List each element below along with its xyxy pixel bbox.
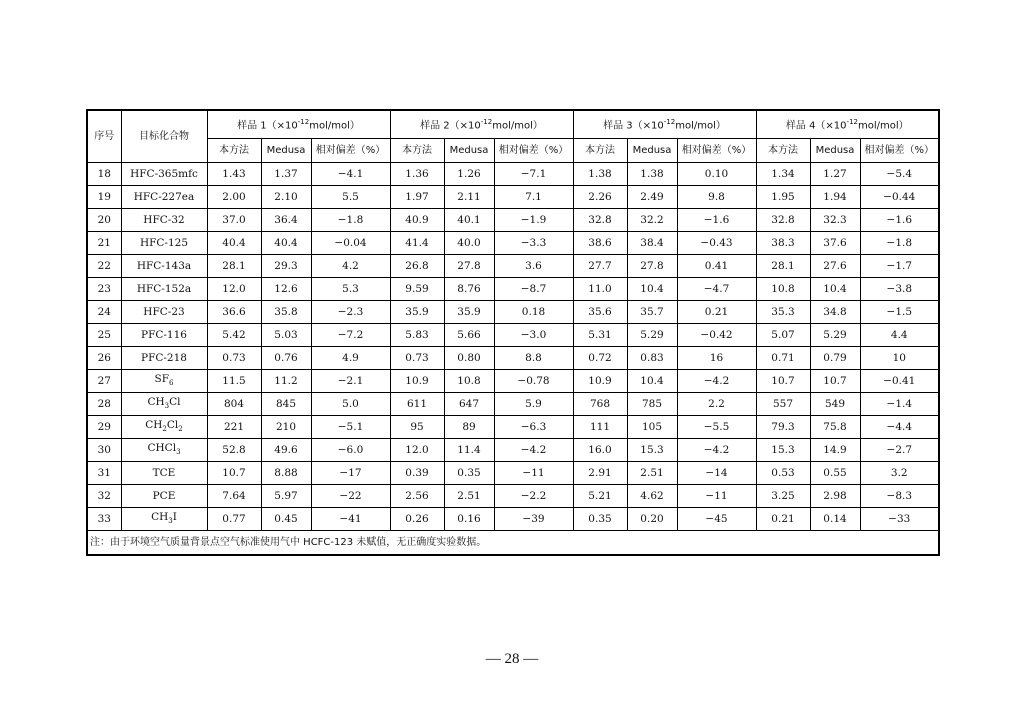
sample-3-medusa-value: 38.4 [627,232,677,255]
sample-4-relative-deviation: 10 [860,347,939,370]
row-seq: 21 [87,232,121,255]
sample-4-label: 样品 4（×10 [785,120,847,132]
sample-2-relative-deviation: −1.9 [494,209,573,232]
sample-3-relative-deviation: −0.42 [677,324,756,347]
sample-1-medusa-value: 5.03 [261,324,311,347]
table-row [87,462,939,485]
header-method: 本方法 [390,139,444,163]
sample-4-relative-deviation: −1.4 [860,393,939,416]
sample-3-medusa-value: 2.49 [627,186,677,209]
row-seq: 20 [87,209,121,232]
sample-1-method-value: 36.6 [207,301,261,324]
sample-4-medusa-value: 10.7 [810,370,860,393]
sample-2-method-value: 26.8 [390,255,444,278]
sample-2-medusa-value: 5.66 [444,324,494,347]
sample-4-relative-deviation: −0.44 [860,186,939,209]
sample-1-method-value: 40.4 [207,232,261,255]
sample-2-method-value: 9.59 [390,278,444,301]
sample-1-relative-deviation: −4.1 [311,163,390,186]
sample-1-medusa-value: 29.3 [261,255,311,278]
sample-4-medusa-value: 549 [810,393,860,416]
sample-3-exponent: -12 [663,118,676,127]
row-seq: 23 [87,278,121,301]
header-seq: 序号 [87,110,121,163]
sample-2-method-value: 0.39 [390,462,444,485]
header-sample-4 [756,110,939,139]
sample-4-relative-deviation: −1.8 [860,232,939,255]
header-relative-deviation: 相对偏差（%） [311,139,390,163]
sample-3-relative-deviation: −4.7 [677,278,756,301]
table-row [87,278,939,301]
sample-2-relative-deviation: −8.7 [494,278,573,301]
sample-3-relative-deviation: 0.10 [677,163,756,186]
sample-3-medusa-value: 4.62 [627,485,677,508]
sample-1-method-value: 1.43 [207,163,261,186]
sample-4-medusa-value: 1.27 [810,163,860,186]
table-row [87,416,939,439]
header-sample-1 [207,110,390,139]
sample-3-medusa-value: 1.38 [627,163,677,186]
header-row-subcolumns [87,139,939,163]
sample-3-medusa-value: 10.4 [627,278,677,301]
sample-3-method-value: 2.91 [573,462,627,485]
sample-3-medusa-value: 0.20 [627,508,677,531]
header-relative-deviation: 相对偏差（%） [860,139,939,163]
sample-3-relative-deviation: −45 [677,508,756,531]
sample-4-method-value: 28.1 [756,255,810,278]
row-seq: 22 [87,255,121,278]
sample-2-medusa-value: 0.80 [444,347,494,370]
sample-2-method-value: 40.9 [390,209,444,232]
row-compound: TCE [121,462,207,485]
sample-2-medusa-value: 647 [444,393,494,416]
sample-4-method-value: 35.3 [756,301,810,324]
sample-4-method-value: 38.3 [756,232,810,255]
sample-1-medusa-value: 845 [261,393,311,416]
table-row [87,347,939,370]
sample-1-method-value: 221 [207,416,261,439]
sample-3-method-value: 32.8 [573,209,627,232]
sample-3-relative-deviation: −11 [677,485,756,508]
row-compound: HFC-125 [121,232,207,255]
sample-4-medusa-value: 2.98 [810,485,860,508]
sample-2-medusa-value: 8.76 [444,278,494,301]
sample-1-relative-deviation: −1.8 [311,209,390,232]
sample-1-medusa-value: 210 [261,416,311,439]
sample-4-exponent: -12 [846,118,858,127]
sample-2-method-value: 0.73 [390,347,444,370]
row-compound: PFC-218 [121,347,207,370]
table-row [87,370,939,393]
sample-4-relative-deviation: −8.3 [860,485,939,508]
row-compound: HFC-23 [121,301,207,324]
sample-2-method-value: 95 [390,416,444,439]
row-seq: 30 [87,439,121,462]
sample-1-relative-deviation: −17 [311,462,390,485]
sample-2-medusa-value: 40.1 [444,209,494,232]
sample-1-method-value: 7.64 [207,485,261,508]
sample-3-method-value: 0.35 [573,508,627,531]
sample-3-relative-deviation: −4.2 [677,439,756,462]
table-row [87,485,939,508]
row-seq: 33 [87,508,121,531]
table-body [87,163,939,531]
sample-4-relative-deviation: 4.4 [860,324,939,347]
sample-1-method-value: 11.5 [207,370,261,393]
sample-4-relative-deviation: −5.4 [860,163,939,186]
sample-2-relative-deviation: −3.3 [494,232,573,255]
sample-4-medusa-value: 1.94 [810,186,860,209]
note-row [87,531,939,556]
sample-2-relative-deviation: −39 [494,508,573,531]
sample-4-medusa-value: 37.6 [810,232,860,255]
sample-4-medusa-value: 5.29 [810,324,860,347]
header-method: 本方法 [573,139,627,163]
sample-1-relative-deviation: −5.1 [311,416,390,439]
table-row [87,255,939,278]
sample-4-relative-deviation: −1.7 [860,255,939,278]
sample-3-medusa-value: 105 [627,416,677,439]
sample-4-method-value: 10.8 [756,278,810,301]
sample-1-method-value: 52.8 [207,439,261,462]
sample-3-method-value: 5.31 [573,324,627,347]
sample-4-method-value: 1.95 [756,186,810,209]
sample-4-method-value: 15.3 [756,439,810,462]
sample-1-relative-deviation: 5.5 [311,186,390,209]
row-seq: 28 [87,393,121,416]
row-seq: 24 [87,301,121,324]
sample-2-relative-deviation: −7.1 [494,163,573,186]
sample-3-medusa-value: 32.2 [627,209,677,232]
sample-1-medusa-value: 1.37 [261,163,311,186]
sample-1-exponent: -12 [297,118,310,127]
sample-4-method-value: 557 [756,393,810,416]
header-relative-deviation: 相对偏差（%） [677,139,756,163]
sample-1-medusa-value: 36.4 [261,209,311,232]
sample-1-relative-deviation: 5.0 [311,393,390,416]
sample-1-relative-deviation: 4.9 [311,347,390,370]
sample-2-relative-deviation: −0.78 [494,370,573,393]
sample-2-relative-deviation: 8.8 [494,347,573,370]
sample-2-medusa-value: 10.8 [444,370,494,393]
header-relative-deviation: 相对偏差（%） [494,139,573,163]
header-sample-2 [390,110,573,139]
row-seq: 31 [87,462,121,485]
sample-1-medusa-value: 49.6 [261,439,311,462]
sample-1-relative-deviation: 4.2 [311,255,390,278]
sample-4-method-value: 1.34 [756,163,810,186]
sample-3-relative-deviation: −0.43 [677,232,756,255]
table-row [87,209,939,232]
sample-3-method-value: 768 [573,393,627,416]
sample-3-medusa-value: 785 [627,393,677,416]
sample-4-medusa-value: 75.8 [810,416,860,439]
sample-3-medusa-value: 2.51 [627,462,677,485]
sample-2-medusa-value: 0.16 [444,508,494,531]
row-seq: 27 [87,370,121,393]
row-seq: 25 [87,324,121,347]
sample-1-method-value: 0.77 [207,508,261,531]
sample-2-relative-deviation: −6.3 [494,416,573,439]
header-medusa: Medusa [261,139,311,163]
sample-4-relative-deviation: −3.8 [860,278,939,301]
sample-3-medusa-value: 0.83 [627,347,677,370]
sample-1-relative-deviation: −2.3 [311,301,390,324]
sample-3-method-value: 111 [573,416,627,439]
sample-4-relative-deviation: −1.6 [860,209,939,232]
header-medusa: Medusa [627,139,677,163]
sample-2-medusa-value: 0.35 [444,462,494,485]
sample-2-medusa-value: 89 [444,416,494,439]
header-row-groups [87,110,939,139]
sample-3-relative-deviation: −5.5 [677,416,756,439]
sample-3-relative-deviation: −14 [677,462,756,485]
row-seq: 18 [87,163,121,186]
sample-2-method-value: 1.97 [390,186,444,209]
sample-2-method-value: 41.4 [390,232,444,255]
row-compound: HFC-365mfc [121,163,207,186]
sample-4-method-value: 0.53 [756,462,810,485]
sample-3-relative-deviation: 9.8 [677,186,756,209]
sample-2-relative-deviation: −11 [494,462,573,485]
sample-3-medusa-value: 35.7 [627,301,677,324]
row-compound: PFC-116 [121,324,207,347]
sample-3-method-value: 1.38 [573,163,627,186]
sample-3-method-value: 38.6 [573,232,627,255]
sample-1-medusa-value: 0.45 [261,508,311,531]
sample-2-label: 样品 2（×10 [420,120,481,132]
sample-2-relative-deviation: −2.2 [494,485,573,508]
sample-3-medusa-value: 10.4 [627,370,677,393]
table-row [87,324,939,347]
sample-1-medusa-value: 8.88 [261,462,311,485]
sample-1-relative-deviation: −6.0 [311,439,390,462]
sample-1-method-value: 10.7 [207,462,261,485]
sample-4-unit: mol/mol） [857,120,909,132]
header-method: 本方法 [756,139,810,163]
sample-2-medusa-value: 27.8 [444,255,494,278]
sample-4-relative-deviation: −4.4 [860,416,939,439]
sample-2-relative-deviation: −3.0 [494,324,573,347]
sample-4-relative-deviation: −2.7 [860,439,939,462]
sample-3-method-value: 35.6 [573,301,627,324]
row-seq: 19 [87,186,121,209]
sample-2-unit: mol/mol） [492,120,543,132]
sample-4-method-value: 10.7 [756,370,810,393]
table-row [87,232,939,255]
sample-3-relative-deviation: 16 [677,347,756,370]
table-row [87,508,939,531]
sample-1-method-value: 28.1 [207,255,261,278]
header-sample-3 [573,110,756,139]
sample-1-medusa-value: 40.4 [261,232,311,255]
sample-1-method-value: 2.00 [207,186,261,209]
sample-4-medusa-value: 10.4 [810,278,860,301]
sample-1-relative-deviation: −0.04 [311,232,390,255]
sample-4-relative-deviation: −33 [860,508,939,531]
sample-1-medusa-value: 12.6 [261,278,311,301]
sample-3-medusa-value: 5.29 [627,324,677,347]
sample-2-method-value: 1.36 [390,163,444,186]
sample-3-label: 样品 3（×10 [603,120,664,132]
sample-4-medusa-value: 27.6 [810,255,860,278]
sample-2-relative-deviation: −4.2 [494,439,573,462]
sample-2-method-value: 35.9 [390,301,444,324]
sample-2-medusa-value: 40.0 [444,232,494,255]
row-compound: HFC-227ea [121,186,207,209]
sample-1-method-value: 12.0 [207,278,261,301]
sample-2-method-value: 2.56 [390,485,444,508]
sample-4-method-value: 3.25 [756,485,810,508]
row-compound: CHCl$_3$ [121,439,207,462]
table-row [87,393,939,416]
sample-2-relative-deviation: 0.18 [494,301,573,324]
sample-2-relative-deviation: 7.1 [494,186,573,209]
sample-4-medusa-value: 34.8 [810,301,860,324]
sample-4-method-value: 5.07 [756,324,810,347]
sample-4-relative-deviation: −0.41 [860,370,939,393]
sample-3-relative-deviation: 0.41 [677,255,756,278]
sample-4-medusa-value: 0.14 [810,508,860,531]
sample-3-medusa-value: 15.3 [627,439,677,462]
table-row [87,163,939,186]
sample-4-method-value: 79.3 [756,416,810,439]
sample-4-medusa-value: 14.9 [810,439,860,462]
row-seq: 26 [87,347,121,370]
row-compound: HFC-152a [121,278,207,301]
row-compound: $CH_3Cl$ [121,393,207,416]
sample-2-method-value: 611 [390,393,444,416]
sample-1-relative-deviation: −7.2 [311,324,390,347]
sample-1-medusa-value: 0.76 [261,347,311,370]
sample-1-label: 样品 1（×10 [237,120,298,132]
sample-3-method-value: 5.21 [573,485,627,508]
sample-3-unit: mol/mol） [675,120,726,132]
sample-3-method-value: 0.72 [573,347,627,370]
sample-1-medusa-value: 35.8 [261,301,311,324]
sample-4-medusa-value: 0.79 [810,347,860,370]
sample-3-medusa-value: 27.8 [627,255,677,278]
sample-2-medusa-value: 35.9 [444,301,494,324]
sample-2-medusa-value: 2.11 [444,186,494,209]
sample-1-method-value: 37.0 [207,209,261,232]
sample-2-medusa-value: 11.4 [444,439,494,462]
sample-4-relative-deviation: 3.2 [860,462,939,485]
sample-1-method-value: 804 [207,393,261,416]
header-compound: 目标化合物 [121,110,207,163]
sample-3-relative-deviation: 2.2 [677,393,756,416]
sample-3-method-value: 11.0 [573,278,627,301]
header-medusa: Medusa [810,139,860,163]
sample-3-method-value: 2.26 [573,186,627,209]
sample-2-method-value: 0.26 [390,508,444,531]
sample-1-method-value: 5.42 [207,324,261,347]
row-compound: HFC-143a [121,255,207,278]
sample-4-method-value: 0.21 [756,508,810,531]
comparison-table-container [86,109,938,556]
sample-4-medusa-value: 0.55 [810,462,860,485]
sample-1-method-value: 0.73 [207,347,261,370]
row-compound: HFC-32 [121,209,207,232]
sample-1-medusa-value: 5.97 [261,485,311,508]
row-compound: $SF_6$ [121,370,207,393]
sample-3-relative-deviation: 0.21 [677,301,756,324]
sample-1-medusa-value: 11.2 [261,370,311,393]
sample-2-relative-deviation: 5.9 [494,393,573,416]
row-compound: PCE [121,485,207,508]
sample-2-exponent: -12 [480,118,493,127]
table-row [87,301,939,324]
header-method: 本方法 [207,139,261,163]
row-seq: 32 [87,485,121,508]
comparison-table [86,109,940,556]
sample-2-method-value: 5.83 [390,324,444,347]
sample-3-method-value: 16.0 [573,439,627,462]
sample-1-relative-deviation: 5.3 [311,278,390,301]
sample-3-method-value: 10.9 [573,370,627,393]
sample-2-relative-deviation: 3.6 [494,255,573,278]
header-medusa: Medusa [444,139,494,163]
table-note: 注：由于环境空气质量背景点空气标准使用气中 HCFC-123 未赋值，无正确度实验数据。 [87,531,939,556]
sample-4-relative-deviation: −1.5 [860,301,939,324]
sample-3-relative-deviation: −1.6 [677,209,756,232]
sample-1-medusa-value: 2.10 [261,186,311,209]
sample-2-medusa-value: 1.26 [444,163,494,186]
sample-2-method-value: 10.9 [390,370,444,393]
sample-1-relative-deviation: −2.1 [311,370,390,393]
sample-1-relative-deviation: −41 [311,508,390,531]
sample-2-method-value: 12.0 [390,439,444,462]
table-row [87,186,939,209]
sample-2-medusa-value: 2.51 [444,485,494,508]
sample-3-relative-deviation: −4.2 [677,370,756,393]
sample-1-unit: mol/mol） [309,120,360,132]
row-compound: $CH_3I$ [121,508,207,531]
table-row [87,439,939,462]
row-seq: 29 [87,416,121,439]
sample-4-medusa-value: 32.3 [810,209,860,232]
sample-1-relative-deviation: −22 [311,485,390,508]
row-compound: $CH_2Cl_2$ [121,416,207,439]
sample-3-method-value: 27.7 [573,255,627,278]
sample-4-method-value: 32.8 [756,209,810,232]
page-number: — 28 — [485,651,539,667]
sample-4-method-value: 0.71 [756,347,810,370]
